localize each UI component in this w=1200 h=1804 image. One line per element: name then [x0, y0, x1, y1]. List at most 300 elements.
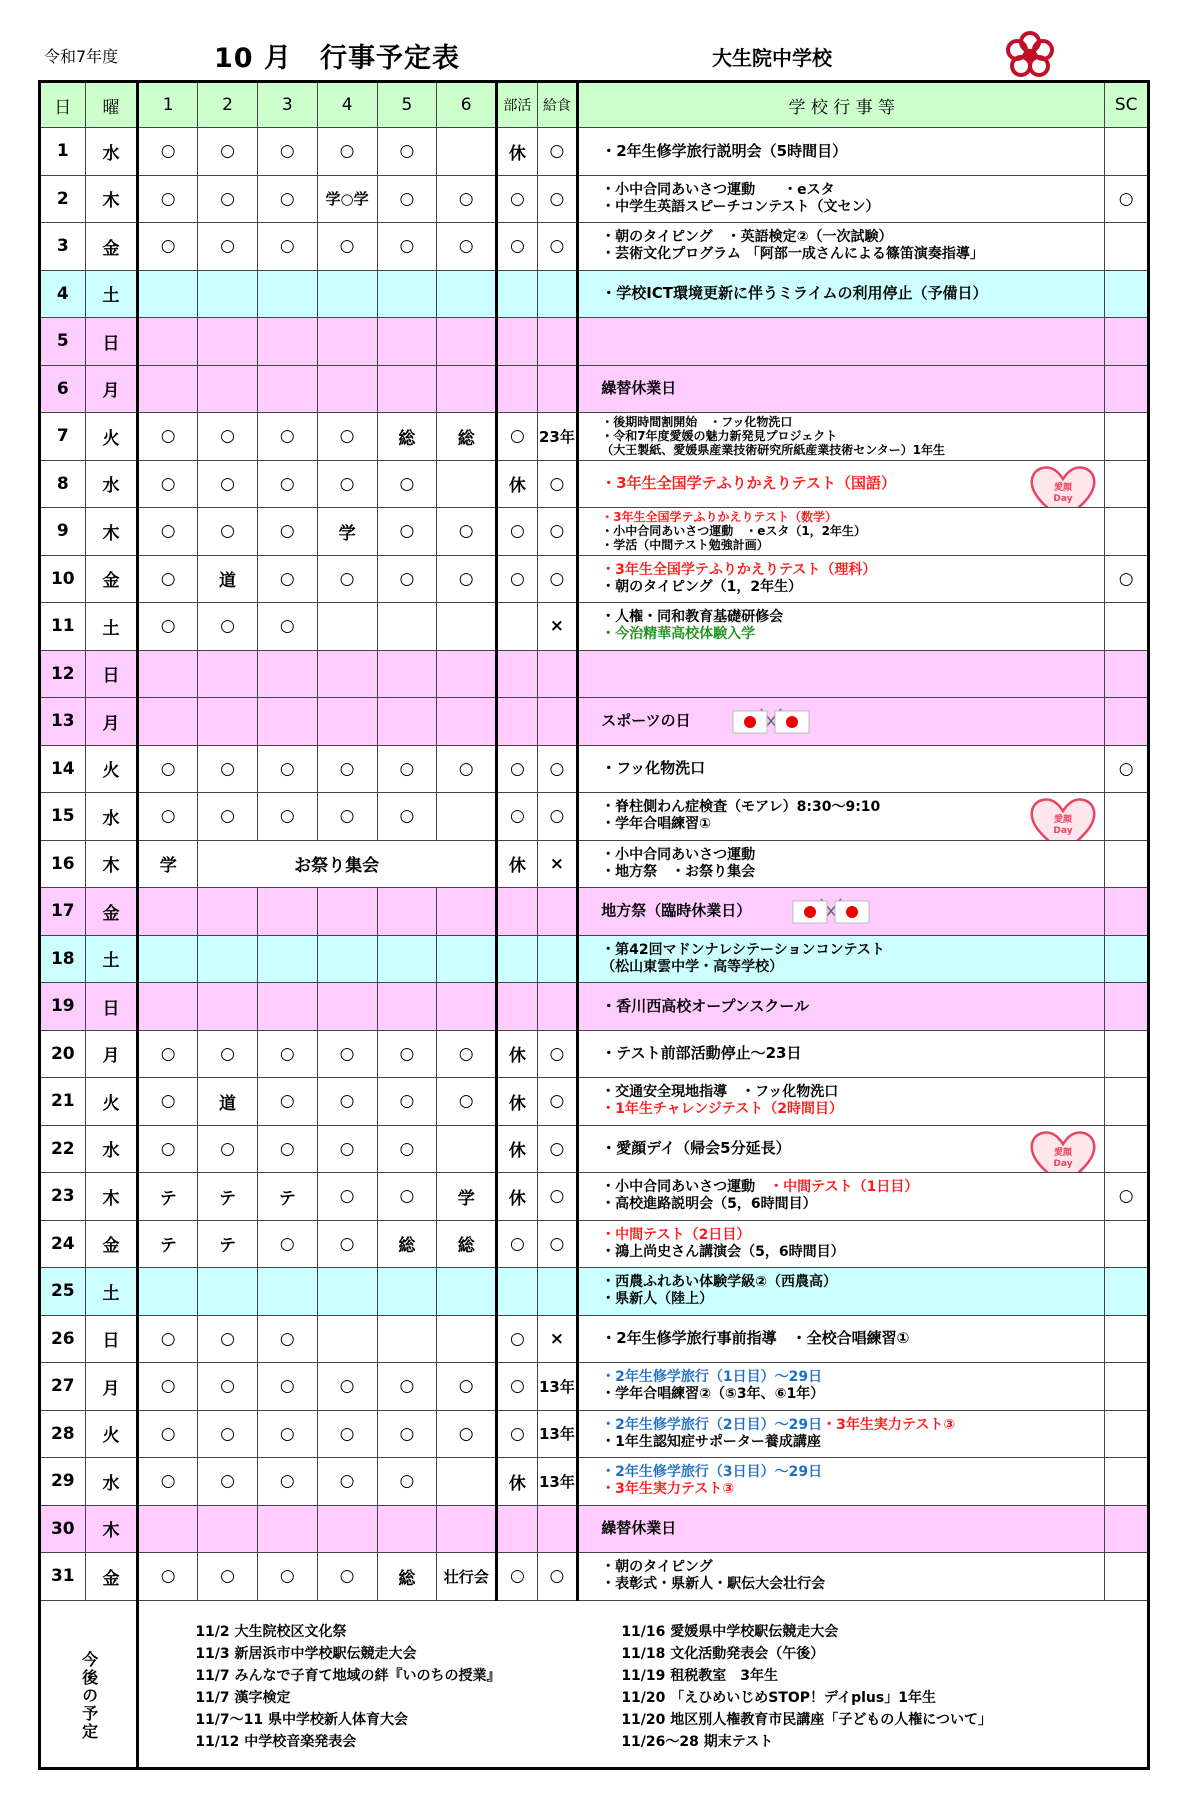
period-1-cell: ○ [138, 793, 198, 841]
future-item: 11/26～28 期末テスト [621, 1733, 774, 1750]
event-line [601, 1464, 1104, 1481]
sc-cell [1105, 1505, 1149, 1553]
period-5-cell [377, 888, 437, 936]
future-item: 11/2 大生院校区文化祭 [195, 1623, 347, 1640]
event-text: ・学校ICT環境更新に伴うミライムの利用停止（予備日） [601, 284, 988, 303]
event-line [601, 1084, 1104, 1101]
sc-cell [1105, 888, 1149, 936]
period-2-cell: テ [198, 1173, 258, 1221]
weekday: 金 [85, 888, 138, 936]
sc-cell [1105, 365, 1149, 413]
period-6-cell [437, 270, 497, 318]
period-4-cell: ○ [317, 1030, 377, 1078]
period-6-cell [437, 1505, 497, 1553]
club-cell [497, 270, 538, 318]
period-3-cell: ○ [257, 1410, 317, 1458]
merged-periods-cell: お祭り集会 [198, 840, 497, 888]
period-5-cell: ○ [377, 793, 437, 841]
period-3-cell: ○ [257, 1125, 317, 1173]
period-1-cell [138, 318, 198, 366]
sc-cell [1105, 698, 1149, 746]
day-number: 8 [40, 460, 86, 508]
day-number: 25 [40, 1268, 86, 1316]
period-6-cell [437, 1125, 497, 1173]
event-text: ・3年生全国学テふりかえりテスト（国語） [601, 474, 897, 493]
club-cell: ○ [497, 223, 538, 271]
club-cell: ○ [497, 1363, 538, 1411]
period-4-cell: ○ [317, 223, 377, 271]
period-5-cell: ○ [377, 128, 437, 176]
event-text: ・朝のタイピング ・英語検定②（一次試験） [601, 229, 893, 246]
day-number: 31 [40, 1553, 86, 1601]
period-6-cell: 学 [437, 1173, 497, 1221]
period-3-cell: ○ [257, 128, 317, 176]
day-row [40, 935, 1149, 983]
period-6-cell [437, 793, 497, 841]
day-number: 6 [40, 365, 86, 413]
weekday: 木 [85, 508, 138, 556]
period-3-cell: ○ [257, 793, 317, 841]
event-line [601, 562, 1104, 579]
event-line [601, 1196, 1104, 1213]
period-6-cell: ○ [437, 745, 497, 793]
period-3-cell [257, 888, 317, 936]
period-3-cell: ○ [257, 223, 317, 271]
sc-cell: ○ [1105, 745, 1149, 793]
period-3-cell [257, 1505, 317, 1553]
period-4-cell [317, 650, 377, 698]
page-title: 10 月 行事予定表 [214, 43, 460, 74]
event-line [601, 1045, 1104, 1062]
future-item: 11/7 漢字検定 [195, 1689, 291, 1706]
event-line [601, 524, 1104, 538]
event-text: ・県新人（陸上） [601, 1291, 714, 1308]
events-cell [578, 223, 1105, 271]
events-cell [578, 1363, 1105, 1411]
club-cell: 休 [497, 460, 538, 508]
day-row [40, 1173, 1149, 1221]
event-text: スポーツの日 [601, 711, 691, 730]
period-2-cell: ○ [198, 1030, 258, 1078]
events-cell [578, 1410, 1105, 1458]
future-item: 11/19 租税教室 3年生 [621, 1667, 779, 1684]
period-5-cell [377, 318, 437, 366]
japan-flags-icon [791, 897, 871, 925]
day-row [40, 650, 1149, 698]
period-5-cell [377, 1315, 437, 1363]
day-row [40, 1268, 1149, 1316]
weekday: 金 [85, 555, 138, 603]
event-text: （大王製紙、愛媛県産業技術研究所紙産業技術センター）1年生 [601, 443, 946, 458]
weekday: 水 [85, 793, 138, 841]
day-number: 16 [40, 840, 86, 888]
period-3-cell: ○ [257, 555, 317, 603]
day-row [40, 745, 1149, 793]
future-label-cell [40, 1600, 138, 1768]
event-line [601, 760, 1104, 777]
period-5-cell: 総 [377, 413, 437, 461]
period-1-cell: ○ [138, 1030, 198, 1078]
period-2-cell: ○ [198, 508, 258, 556]
events-cell [578, 365, 1105, 413]
sc-cell [1105, 840, 1149, 888]
day-row [40, 1505, 1149, 1553]
period-3-cell: ○ [257, 460, 317, 508]
period-2-cell: ○ [198, 745, 258, 793]
club-cell: 休 [497, 128, 538, 176]
event-line [601, 1576, 1104, 1593]
weekday: 日 [85, 1315, 138, 1363]
period-1-cell [138, 1505, 198, 1553]
event-text: ・香川西高校オープンスクール [601, 996, 810, 1015]
lunch-cell: ○ [537, 508, 578, 556]
weekday: 木 [85, 840, 138, 888]
club-cell: ○ [497, 1410, 538, 1458]
event-text: ・学活（中間テスト勉強計画） [601, 538, 769, 553]
event-text: ・朝のタイピング（1，2年生） [601, 578, 803, 595]
period-5-cell: ○ [377, 175, 437, 223]
future-schedule-row [40, 1600, 1149, 1768]
weekday: 水 [85, 1458, 138, 1506]
period-3-cell: ○ [257, 603, 317, 651]
club-cell: ○ [497, 745, 538, 793]
event-line [601, 998, 1104, 1015]
event-line [601, 579, 1104, 596]
club-cell [497, 650, 538, 698]
weekday: 火 [85, 745, 138, 793]
event-text: ・朝のタイピング [601, 1559, 713, 1576]
weekday: 木 [85, 1505, 138, 1553]
future-item: 11/7～11 県中学校新人体育大会 [195, 1711, 409, 1728]
period-6-cell [437, 1458, 497, 1506]
day-row [40, 1078, 1149, 1126]
period-3-cell: ○ [257, 1363, 317, 1411]
event-line [601, 959, 1104, 976]
period-6-cell: ○ [437, 508, 497, 556]
period-2-cell: ○ [198, 1458, 258, 1506]
club-cell [497, 983, 538, 1031]
sc-cell [1105, 983, 1149, 1031]
period-6-cell: ○ [437, 1363, 497, 1411]
period-4-cell: ○ [317, 1078, 377, 1126]
sc-cell [1105, 318, 1149, 366]
lunch-cell: ○ [537, 1553, 578, 1601]
period-6-cell: ○ [437, 175, 497, 223]
lunch-cell [537, 318, 578, 366]
period-5-cell: ○ [377, 1125, 437, 1173]
event-line [601, 538, 1104, 552]
day-number: 27 [40, 1363, 86, 1411]
lunch-cell: 13年 [537, 1458, 578, 1506]
period-6-cell [437, 1268, 497, 1316]
day-row [40, 983, 1149, 1031]
lunch-cell [537, 1268, 578, 1316]
event-line [601, 510, 1104, 524]
day-number: 22 [40, 1125, 86, 1173]
col-lunch: 給食 [537, 82, 578, 128]
period-6-cell [437, 1315, 497, 1363]
day-number: 12 [40, 650, 86, 698]
lunch-cell: ○ [537, 128, 578, 176]
period-4-cell [317, 698, 377, 746]
period-5-cell: ○ [377, 1458, 437, 1506]
lunch-cell: × [537, 603, 578, 651]
period-2-cell [198, 270, 258, 318]
col-period-4: 4 [317, 82, 377, 128]
event-line [601, 1179, 1104, 1196]
lunch-cell: × [537, 1315, 578, 1363]
club-cell: ○ [497, 413, 538, 461]
event-text: ・2年生修学旅行（1日目）～29日 [601, 1369, 823, 1386]
club-cell: 休 [497, 1173, 538, 1221]
club-cell: 休 [497, 1078, 538, 1126]
event-text: ・中間テスト（2日目） [601, 1226, 751, 1243]
club-cell: 休 [497, 1458, 538, 1506]
events-cell [578, 1220, 1105, 1268]
header-row [40, 82, 1149, 128]
event-text: ・西農ふれあい体験学級②（西農高） [601, 1274, 838, 1291]
period-4-cell [317, 603, 377, 651]
school-name: 大生院中学校 [712, 46, 832, 70]
period-2-cell: ○ [198, 413, 258, 461]
period-4-cell: ○ [317, 413, 377, 461]
heart-label-1: 愛顔 Day [1053, 815, 1073, 836]
event-line [601, 1274, 1104, 1291]
period-2-cell [198, 365, 258, 413]
events-cell [578, 1173, 1105, 1221]
period-3-cell: ○ [257, 745, 317, 793]
sc-cell [1105, 603, 1149, 651]
event-line [601, 229, 1104, 246]
weekday: 土 [85, 1268, 138, 1316]
period-5-cell [377, 698, 437, 746]
sc-cell [1105, 1125, 1149, 1173]
period-1-cell: ○ [138, 1410, 198, 1458]
events-cell [578, 603, 1105, 651]
col-period-1: 1 [138, 82, 198, 128]
weekday: 水 [85, 1125, 138, 1173]
period-2-cell: ○ [198, 460, 258, 508]
weekday: 土 [85, 603, 138, 651]
period-3-cell [257, 983, 317, 1031]
weekday: 日 [85, 983, 138, 1031]
sc-cell [1105, 128, 1149, 176]
weekday: 火 [85, 413, 138, 461]
event-line [601, 199, 1104, 216]
day-number: 29 [40, 1458, 86, 1506]
future-item: 11/12 中学校音楽発表会 [195, 1733, 357, 1750]
period-1-cell: ○ [138, 223, 198, 271]
period-3-cell: ○ [257, 175, 317, 223]
sc-cell [1105, 1410, 1149, 1458]
period-2-cell: 道 [198, 1078, 258, 1126]
future-item: 11/18 文化活動発表会（午後） [621, 1645, 825, 1662]
aigao-day-heart-icon [1028, 794, 1098, 840]
event-text: ・2年生修学旅行説明会（5時間目） [601, 141, 848, 160]
sc-cell [1105, 270, 1149, 318]
event-text: ・3年生全国学テふりかえりテスト（数学） [601, 510, 838, 525]
event-text: 地方祭（臨時休業日） [601, 901, 752, 920]
sc-cell [1105, 793, 1149, 841]
lunch-cell: ○ [537, 1173, 578, 1221]
period-5-cell: ○ [377, 745, 437, 793]
period-2-cell: ○ [198, 793, 258, 841]
col-period-5: 5 [377, 82, 437, 128]
lunch-cell: ○ [537, 745, 578, 793]
event-line [601, 1434, 1104, 1451]
period-1-cell: ○ [138, 603, 198, 651]
day-row [40, 365, 1149, 413]
period-2-cell: ○ [198, 1410, 258, 1458]
period-5-cell [377, 603, 437, 651]
period-6-cell: ○ [437, 555, 497, 603]
event-text: ・学年合唱練習① [601, 816, 712, 833]
lunch-cell: ○ [537, 793, 578, 841]
weekday: 月 [85, 365, 138, 413]
weekday: 土 [85, 270, 138, 318]
day-number: 4 [40, 270, 86, 318]
lunch-cell [537, 698, 578, 746]
event-line [601, 143, 1104, 160]
future-item: 11/16 愛媛県中学校駅伝競走大会 [621, 1623, 839, 1640]
period-6-cell [437, 888, 497, 936]
day-number: 14 [40, 745, 86, 793]
period-6-cell: ○ [437, 1030, 497, 1078]
sc-cell: ○ [1105, 175, 1149, 223]
sc-cell [1105, 1220, 1149, 1268]
day-number: 11 [40, 603, 86, 651]
events-cell [578, 745, 1105, 793]
weekday: 土 [85, 935, 138, 983]
sc-cell [1105, 1268, 1149, 1316]
period-1-cell: ○ [138, 1315, 198, 1363]
lunch-cell [537, 650, 578, 698]
event-text: ・地方祭 ・お祭り集会 [601, 863, 756, 880]
period-4-cell: ○ [317, 1363, 377, 1411]
period-6-cell [437, 650, 497, 698]
period-6-cell: 壮行会 [437, 1553, 497, 1601]
events-cell [578, 1553, 1105, 1601]
event-text: ・第42回マドンナレシテーションコンテスト [601, 941, 885, 958]
period-3-cell [257, 270, 317, 318]
event-text: ・2年生修学旅行（3日目）～29日 [601, 1464, 823, 1481]
event-text: 繰替休業日 [601, 1519, 677, 1538]
period-4-cell: ○ [317, 793, 377, 841]
lunch-cell [537, 270, 578, 318]
sc-cell [1105, 1078, 1149, 1126]
day-number: 1 [40, 128, 86, 176]
day-row [40, 1458, 1149, 1506]
event-text: ・2年生修学旅行（2日目）～29日 [601, 1416, 823, 1433]
period-5-cell [377, 365, 437, 413]
event-line [601, 626, 1104, 643]
period-2-cell: ○ [198, 128, 258, 176]
event-line [601, 429, 1104, 443]
day-row [40, 508, 1149, 556]
event-text: ・高校進路説明会（5，6時間目） [601, 1196, 817, 1213]
day-row [40, 223, 1149, 271]
period-1-cell [138, 270, 198, 318]
period-2-cell [198, 983, 258, 1031]
period-3-cell: ○ [257, 508, 317, 556]
future-label: 今後の予定 [79, 1650, 99, 1741]
day-number: 18 [40, 935, 86, 983]
period-1-cell: ○ [138, 128, 198, 176]
event-text: ・1年生認知症サポーター養成講座 [601, 1433, 821, 1450]
period-1-cell: ○ [138, 1078, 198, 1126]
future-item: 11/7 みんなで子育て地域の絆『いのちの授業』 [195, 1667, 501, 1684]
event-text: ・小中合同あいさつ運動 ・eスタ [601, 181, 835, 198]
day-row [40, 1553, 1149, 1601]
period-4-cell: ○ [317, 555, 377, 603]
events-cell [578, 983, 1105, 1031]
event-line [601, 246, 1104, 263]
period-4-cell: ○ [317, 1125, 377, 1173]
weekday: 金 [85, 223, 138, 271]
weekday: 木 [85, 175, 138, 223]
period-5-cell [377, 270, 437, 318]
period-1-cell: ○ [138, 1458, 198, 1506]
period-4-cell: ○ [317, 1173, 377, 1221]
period-4-cell [317, 270, 377, 318]
events-cell [578, 175, 1105, 223]
event-line [601, 1101, 1104, 1118]
period-1-cell: ○ [138, 413, 198, 461]
sc-cell [1105, 223, 1149, 271]
future-item: 11/20 「えひめいじめSTOP！デイplus」1年生 [621, 1689, 936, 1706]
future-item: 11/3 新居浜市中学校駅伝競走大会 [195, 1645, 417, 1662]
period-3-cell: ○ [257, 1315, 317, 1363]
club-cell [497, 888, 538, 936]
future-list-cell [138, 1600, 1149, 1768]
event-text: ・令和7年度愛媛の魅力新発見プロジェクト [601, 429, 838, 444]
day-number: 19 [40, 983, 86, 1031]
event-line [601, 1330, 1104, 1347]
period-6-cell: 総 [437, 1220, 497, 1268]
sc-cell [1105, 935, 1149, 983]
day-row [40, 1030, 1149, 1078]
events-cell [578, 413, 1105, 461]
period-5-cell [377, 650, 437, 698]
period-4-cell [317, 888, 377, 936]
day-row [40, 555, 1149, 603]
period-3-cell: ○ [257, 1030, 317, 1078]
event-text: ・小中合同あいさつ運動 [601, 846, 756, 863]
period-1-cell: ○ [138, 460, 198, 508]
period-5-cell: 総 [377, 1553, 437, 1601]
club-cell [497, 1268, 538, 1316]
period-1-cell [138, 365, 198, 413]
period-4-cell [317, 1315, 377, 1363]
club-cell [497, 365, 538, 413]
sc-cell [1105, 508, 1149, 556]
col-period-2: 2 [198, 82, 258, 128]
sc-cell: ○ [1105, 1173, 1149, 1221]
event-text: ・中学生英語スピーチコンテスト（文セン） [601, 198, 880, 215]
club-cell: 休 [497, 1125, 538, 1173]
day-number: 9 [40, 508, 86, 556]
day-row [40, 793, 1149, 841]
period-3-cell: ○ [257, 1458, 317, 1506]
period-4-cell [317, 1268, 377, 1316]
sc-cell [1105, 1363, 1149, 1411]
col-events: 学 校 行 事 等 [578, 82, 1105, 128]
day-row [40, 413, 1149, 461]
period-4-cell [317, 365, 377, 413]
period-2-cell [198, 1505, 258, 1553]
club-cell [497, 1505, 538, 1553]
period-3-cell: ○ [257, 413, 317, 461]
